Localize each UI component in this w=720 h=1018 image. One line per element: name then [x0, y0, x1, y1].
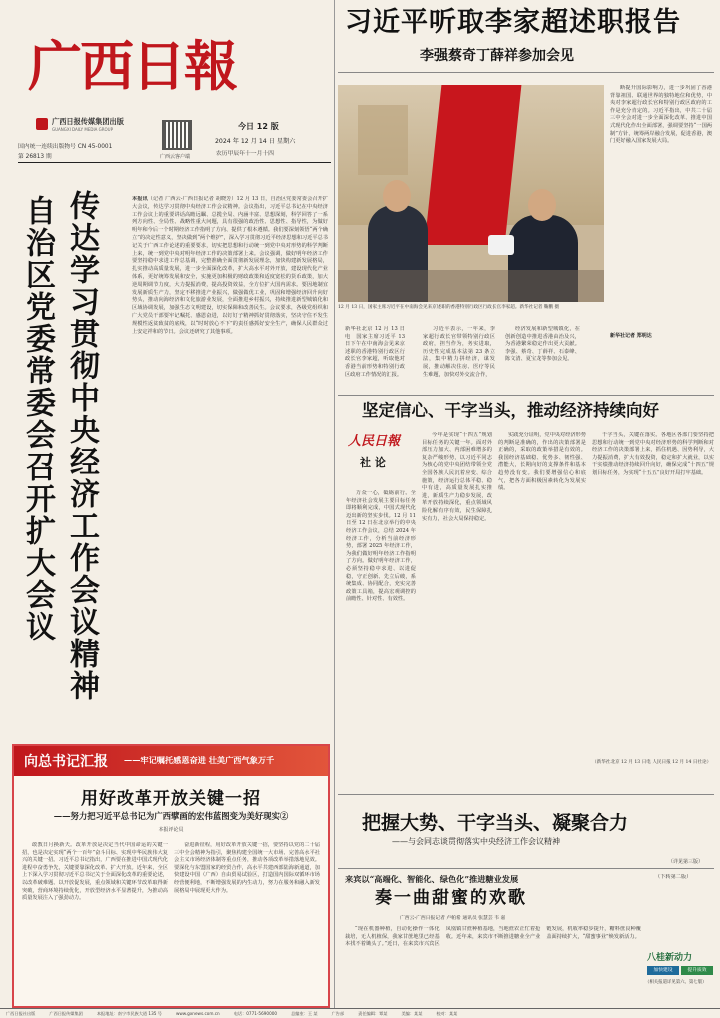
lead-byline: 新华社记者 郑明达 — [610, 333, 652, 339]
series-label: 向总书记汇报 — [24, 754, 108, 770]
editorial-col2: 今年是实现“十四五”规划目标任务的关键一年。面对外部压力加大、内部困难增多的复杂严峻形势，以习近平同志为核心的党中央团结带领全党全国各族人民沉着应变、综合施策，经济运行总体平稳、稳中有进，高质量发展扎实推进，新质生产力稳步发展，改革开放持续深化，重点领域风险化解有序有效，民生保障扎实有力，社会大局保持稳定。 — [422, 432, 492, 522]
editorial-logo-box — [346, 428, 410, 478]
lead-photo-caption: 12 月 13 日，国家主席习近平在中南海会见来京述职的香港特别行政区行政长官李家超。新华社记者 鞠鹏 摄 — [338, 305, 560, 310]
left-body — [132, 196, 328, 741]
lead-top-rule — [338, 72, 714, 73]
left-body-text: 12 月 13 日，自治区党委常委会召开扩大会议，传达学习贯彻中央经济工作会议精神。会议指出，习近平总书记在中央经济工作会议上的重要讲话高瞻远瞩、总揽全局、内涵丰富、思想深刻，科学回答了一系列方向性、全局性、战略性重大问题，具有很强的政治性、思想性、指导性，为做好明年和今后一个时期经济工作指明了方向、提供了根本遵循。我们要深刻领悟“两个确立”的决定性意义，坚决做到“两个维护”，深入学习贯彻习近平经济思想和习近平总书记关于广西工作论述的重要要求，切实把思想和行动统一到党中央对形势的科学判断上来，统一到党中央对明年经济工作的决策部署上来。会议强调，做好明年经济工作要坚持稳中求进工作总基调，完整准确全面贯彻新发展理念，加快构建新发展格局，扎实推动高质量发展，进一步全面深化改革，扩大高水平对外开放，建设现代化产业体系，更好统筹发展和安全，实施更加积极的财政政策和适度宽松的货币政策，加大逆周期调节力度，大力提振消费，提高投资效益，全方位扩大国内需求。要因地制宜发展新质生产力，坚定不移推进产业振兴，做强做优工业，巩固和增强经济回升向好势头，推动向海经济和文化旅游业发展，全面推进乡村振兴，持续推进新型城镇化和区域协调发展，加强生态文明建设，切实保障和改善民生。会议要求，各级党组织和广大党员干部要牢记嘱托、感恩奋进，以钉钉子精神抓好贯彻落实，坚决守住不发生规模性返贫致贫的底线，以“时时放心不下”的责任感抓好安全生产，确保人民群众过上安定祥和的节日。会议还研究了其他事项。 — [132, 196, 328, 335]
publisher-name-en: GUANGXI DAILY MEDIA GROUP — [52, 127, 113, 132]
series-header — [14, 746, 328, 776]
editorial-col4: 干字当头，关键在落实。各地区各部门要坚持把思想和行动统一到党中央对经济形势的科学判断和对经济工作的决策部署上来，抓住机遇、因势利导，大力提振消费，扩大有效投资，稳定和扩大就业，以实干实绩推动经济持续回升向好，确保完成“十四五”规划目标任务，为实现“十五五”良好开局打牢基础。 — [592, 432, 714, 476]
masthead-divider — [18, 162, 331, 163]
promo-tag-1: 加快建设 — [647, 966, 679, 975]
main-vertical-divider — [334, 0, 335, 1008]
editorial-logo-sub: 社 论 — [360, 456, 386, 469]
series-text-col1: 敢教日月换新天。改革开放是决定当代中国命运的关键一招，也是决定实现“两个一百年”奋斗目标、实现中华民族伟大复兴的关键一招。习近平总书记指出，广西要在推进中国式现代化进程中奋勇争先，关键要靠深化改革、扩大开放。近年来，全区上下深入学习贯彻习近平总书记关于全面深化改革的重要论述，以改革破难题、以开放促发展，重点领域和关键环节改革取得新突破，营商环境持续优化，开放型经济水平显著提升，为推动高质量发展注入了强劲动力。 — [22, 842, 168, 902]
lead-text-col1: 新华社北京 12 月 13 日电 国家主席习近平 13 日下午在中南海会见来京述职的香港特别行政区行政长官李家超，听取他对香港当前形势和特别行政区政府工作情况的汇报。 — [345, 326, 405, 378]
masthead — [0, 0, 335, 182]
page-count: 今日 12 版 — [238, 122, 279, 131]
client-label: 广西云客户端 — [160, 154, 191, 160]
left-intro-tag: 本报讯 — [132, 196, 148, 202]
feature-jump: （详见第三版） — [668, 859, 704, 865]
feature-subhead: ——与会同志谈贯彻落实中央经济工作会议精神 — [392, 837, 560, 846]
lead-photo — [338, 85, 604, 302]
bottom-text-extra — [645, 874, 715, 944]
footer-item[interactable]: www.gxnews.com.cn — [175, 1011, 220, 1016]
lead-text-col2: 习近平表示，一年来，李家超行政长官带领特别行政区政府，担当作为，务实进取，历史性完成基本法第 23 条立法，集中精力拼经济，谋发展，推动解决住房、医疗等民生难题，加快对外交流合作， — [423, 326, 495, 378]
footer-item: 广告部 — [331, 1011, 345, 1016]
bottom-text: “现在机器种植，自动化操作一体化栽培，无人机植保，我家甘蔗地里已经基本找不着锄头了。”近日，在来宾市兴宾区凤凰镇甘蔗种植基地，当地蔗农正忙着抢收。近年来，来宾市不断推进糖业全产业链发展，机收率稳步提升，糖料蔗良种覆盖面持续扩大，“甜蜜事业”焕发新活力。 — [345, 926, 641, 948]
footer — [6, 1010, 714, 1018]
feature-headline: 把握大势、干字当头、凝聚合力 — [362, 812, 629, 834]
promo-block — [645, 950, 715, 1005]
footer-item: 美编：某某 — [401, 1011, 423, 1016]
footer-item: 广西日报传媒集团 — [49, 1011, 83, 1016]
bottom-kicker: 来宾以“高端化、智能化、绿色化”推进糖业发展 — [345, 874, 519, 884]
bottom-top-rule — [338, 868, 714, 869]
editorial-logo: 人民日報 — [348, 434, 401, 449]
footer-item: 本报地址：南宁市民族大道 135 号 — [96, 1011, 162, 1016]
lead-subhead: 李强蔡奇丁薛祥参加会见 — [420, 48, 574, 64]
lead-headline: 习近平听取李家超述职报告 — [345, 7, 681, 38]
series-tail: ——牢记嘱托感恩奋进 壮美广西气象万千 — [124, 755, 275, 765]
publisher-name: 广西日报传媒集团出版 — [52, 117, 124, 126]
footer-item: 总编室：王 某 — [291, 1011, 318, 1016]
footer-item: 校对：某某 — [436, 1011, 458, 1016]
lead-text-col3-end: 经济发展和新型城镇化，在创新创造中推进香港由治及兴，为香港繁荣稳定作出更大贡献。李强、蔡奇、丁薛祥、石泰峰、陈文清、夏宝龙等参加会见。 — [505, 326, 580, 363]
promo-logo: 八桂新动力 — [647, 953, 693, 963]
issue-date: 2024 年 12 月 14 日 星期六 — [215, 138, 296, 145]
flag-shape — [425, 85, 522, 245]
feature-top-rule — [338, 794, 714, 795]
bottom-byline: 广西云-广西日报记者 卢帕希 通讯员 张慧芸 韦 嘉 — [400, 916, 506, 921]
series-box — [12, 744, 330, 1008]
publisher-logo-icon — [36, 118, 48, 130]
series-subhead: ——努力把习近平总书记为广西擘画的宏伟蓝图变为美好现实② — [53, 811, 289, 821]
bottom-jump: （下转第二版） — [655, 874, 692, 880]
left-title-2: 自治区党委常委会召开扩大会议 — [20, 195, 55, 643]
footer-item: 责任编辑：覃某 — [358, 1011, 388, 1016]
series-byline: 本报评论员 — [158, 827, 184, 833]
left-intro-src: （记者 广西云-广西日报记者 胡晓芳） — [147, 196, 237, 202]
editorial-top-rule — [338, 395, 714, 396]
promo-tag-2: 提升质效 — [681, 966, 713, 975]
cn-code: 国内统一连续出版物号 CN 45-0001 — [18, 144, 113, 150]
editorial-headline: 坚定信心、干字当头，推动经济持续向好 — [362, 401, 659, 420]
editorial-source: （新华社北京 12 月 13 日电 人民日报 12 月 14 日社论） — [592, 760, 712, 765]
bottom-headline: 奏一曲甜蜜的欢歌 — [375, 888, 527, 908]
left-title-1: 传达学习贯彻中央经济工作会议精神 — [64, 190, 99, 702]
footer-item: 广西日报社出版 — [6, 1011, 36, 1016]
editorial-col3: 实践充分证明，党中央对经济形势的判断是准确的，作出的决策部署是正确的，采取的政策举措是有效的。我国经济基础稳、优势多、韧性强、潜能大，长期向好的支撑条件和基本趋势没有变。我们要增强信心和底气，把各方面积极因素转化为发展实绩。 — [498, 432, 586, 492]
series-headline: 用好改革开放关键一招 — [81, 789, 261, 809]
editorial-col1: 万众一心，砥砺前行。全年经济社会发展主要目标任务即将顺利完成，中国式现代化迈出新的坚实步伐。12 月 11 日至 12 日在北京举行的中央经济工作会议，总结 2024 年经济工作，分析当前经济形势，部署 2025 年经济工作，为我们做好明年经济工作指明了方向。做好明年经济工作，必须坚持稳中求进、以进促稳，守正创新、先立后破，系统集成、协同配合，充实完善政策工具箱，提高宏观调控的前瞻性、针对性、有效性。 — [346, 490, 416, 603]
series-text-col2: 奋进新征程，用好改革开放关键一招，要坚持以党的二十届三中全会精神为指引，聚焦构建全国统一大市场、完善高水平社会主义市场经济体制等重点任务，推动各项改革举措落地见效。要深化与东盟国家的经贸合作，高水平共建西部陆海新通道，加快建设中国（广西）自由贸易试验区，打造国内国际双循环市场经营便利地，不断增强发展的内生动力，努力在服务和融入新发展格局中展现更大作为。 — [174, 842, 320, 894]
issue-number: 第 26813 期 — [18, 154, 52, 160]
masthead-logo: 广西日報 — [28, 34, 236, 98]
footer-item: 电话：0771-5690000 — [233, 1011, 278, 1016]
qr-code — [162, 120, 192, 150]
lunar-date: 农历甲辰年十一月十四 — [216, 151, 274, 157]
footer-rule — [0, 1008, 720, 1009]
lead-text-col3: 断提升国际影响力，进一步巩固了香港背靠祖国、联通世界的独特地位和优势，中央对李家超行政长官和特别行政区政府的工作是充分肯定的。习近平指出，中共二十届三中全会对进一步全面深化改革、推进中国式现代化作出全面部署，强调要坚持“一国两制”方针，统筹两岸融合发展，促进香港，澳门更好融入国家发展大局。 — [610, 85, 712, 145]
promo-note: （相关报道详见第六、第七版） — [645, 980, 707, 985]
